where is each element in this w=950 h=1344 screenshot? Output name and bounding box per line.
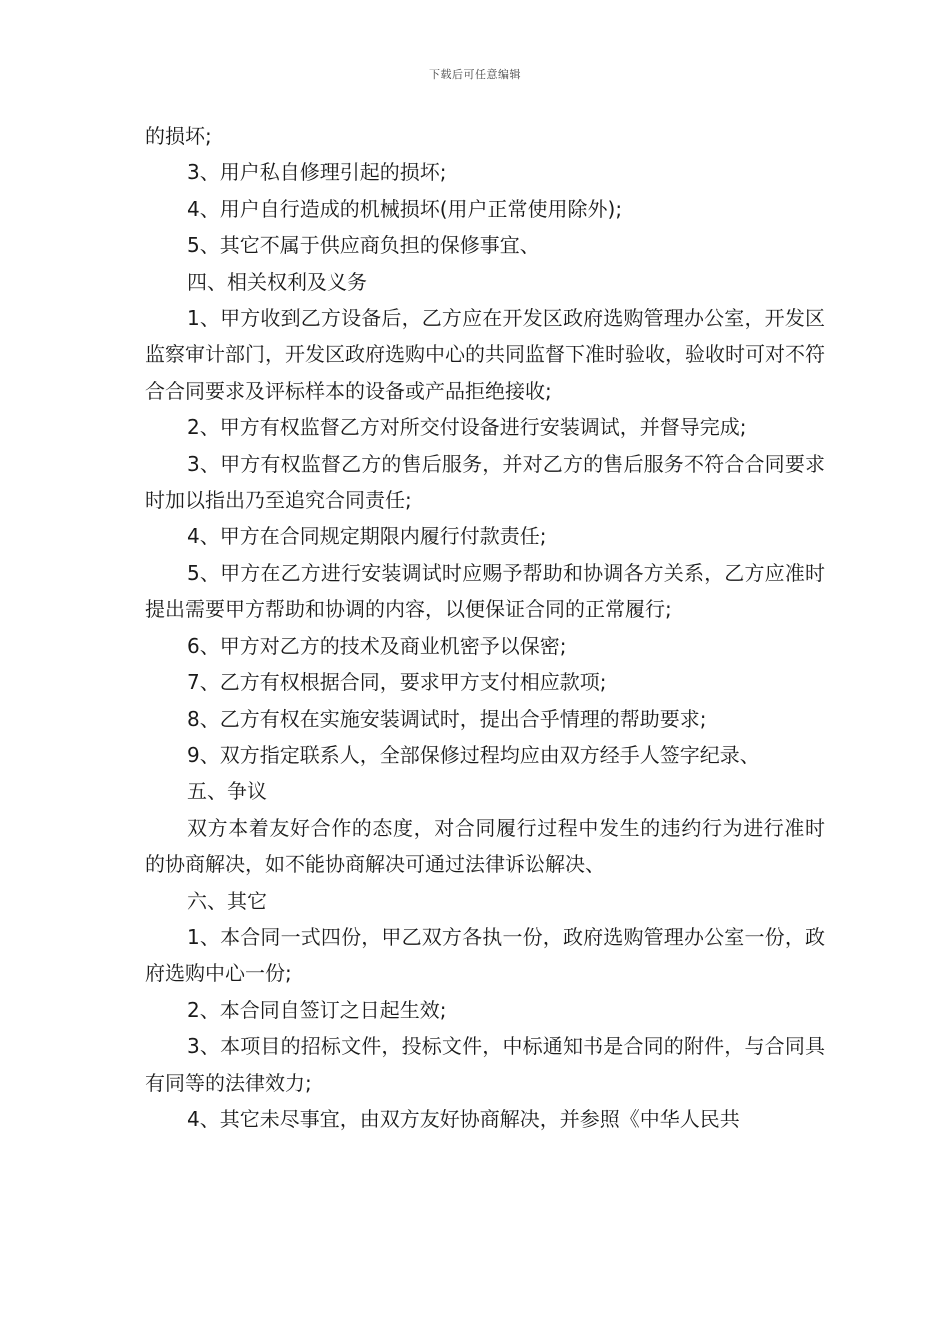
section-heading: 五、争议 bbox=[187, 779, 267, 804]
paragraph: 4、甲方在合同规定期限内履行付款责任; bbox=[187, 524, 547, 549]
paragraph: 5、其它不属于供应商负担的保修事宜、 bbox=[187, 233, 540, 258]
paragraph: 1、甲方收到乙方设备后，乙方应在开发区政府选购管理办公室，开发区监察审计部门，开发区政府选购中心的共同监督下准时验收，验收时可对不符合合同要求及评标样本的设备或产品拒绝接收; bbox=[145, 306, 825, 403]
paragraph: 3、甲方有权监督乙方的售后服务，并对乙方的售后服务不符合合同要求时加以指出乃至追究合同责任; bbox=[145, 451, 825, 513]
paragraph: 2、本合同自签订之日起生效; bbox=[187, 997, 447, 1022]
paragraph: 2、甲方有权监督乙方对所交付设备进行安装调试，并督导完成; bbox=[187, 415, 747, 440]
paragraph: 5、甲方在乙方进行安装调试时应赐予帮助和协调各方关系，乙方应准时提出需要甲方帮助和协调的内容，以便保证合同的正常履行; bbox=[145, 560, 825, 622]
paragraph: 8、乙方有权在实施安装调试时，提出合乎情理的帮助要求; bbox=[187, 706, 707, 731]
paragraph: 3、用户私自修理引起的损坏; bbox=[187, 160, 447, 185]
paragraph: 6、甲方对乙方的技术及商业机密予以保密; bbox=[187, 633, 567, 658]
paragraph: 双方本着友好合作的态度，对合同履行过程中发生的违约行为进行准时的协商解决，如不能协商解决可通过法律诉讼解决、 bbox=[145, 815, 825, 877]
paragraph: 1、本合同一式四份，甲乙双方各执一份，政府选购管理办公室一份，政府选购中心一份; bbox=[145, 924, 825, 986]
page-header: 下载后可任意编辑 bbox=[429, 68, 521, 81]
section-heading: 四、相关权利及义务 bbox=[187, 269, 367, 294]
paragraph: 的损坏; bbox=[145, 124, 212, 148]
paragraph: 4、用户自行造成的机械损坏(用户正常使用除外); bbox=[187, 196, 623, 221]
section-heading: 六、其它 bbox=[187, 888, 267, 913]
paragraph: 4、其它未尽事宜，由双方友好协商解决，并参照《中华人民共 bbox=[187, 1106, 740, 1131]
paragraph: 3、本项目的招标文件，投标文件，中标通知书是合同的附件，与合同具有同等的法律效力; bbox=[145, 1034, 825, 1095]
document-body bbox=[145, 118, 825, 1137]
paragraph: 9、双方指定联系人，全部保修过程均应由双方经手人签字纪录、 bbox=[187, 742, 760, 767]
paragraph: 7、乙方有权根据合同，要求甲方支付相应款项; bbox=[187, 670, 607, 695]
